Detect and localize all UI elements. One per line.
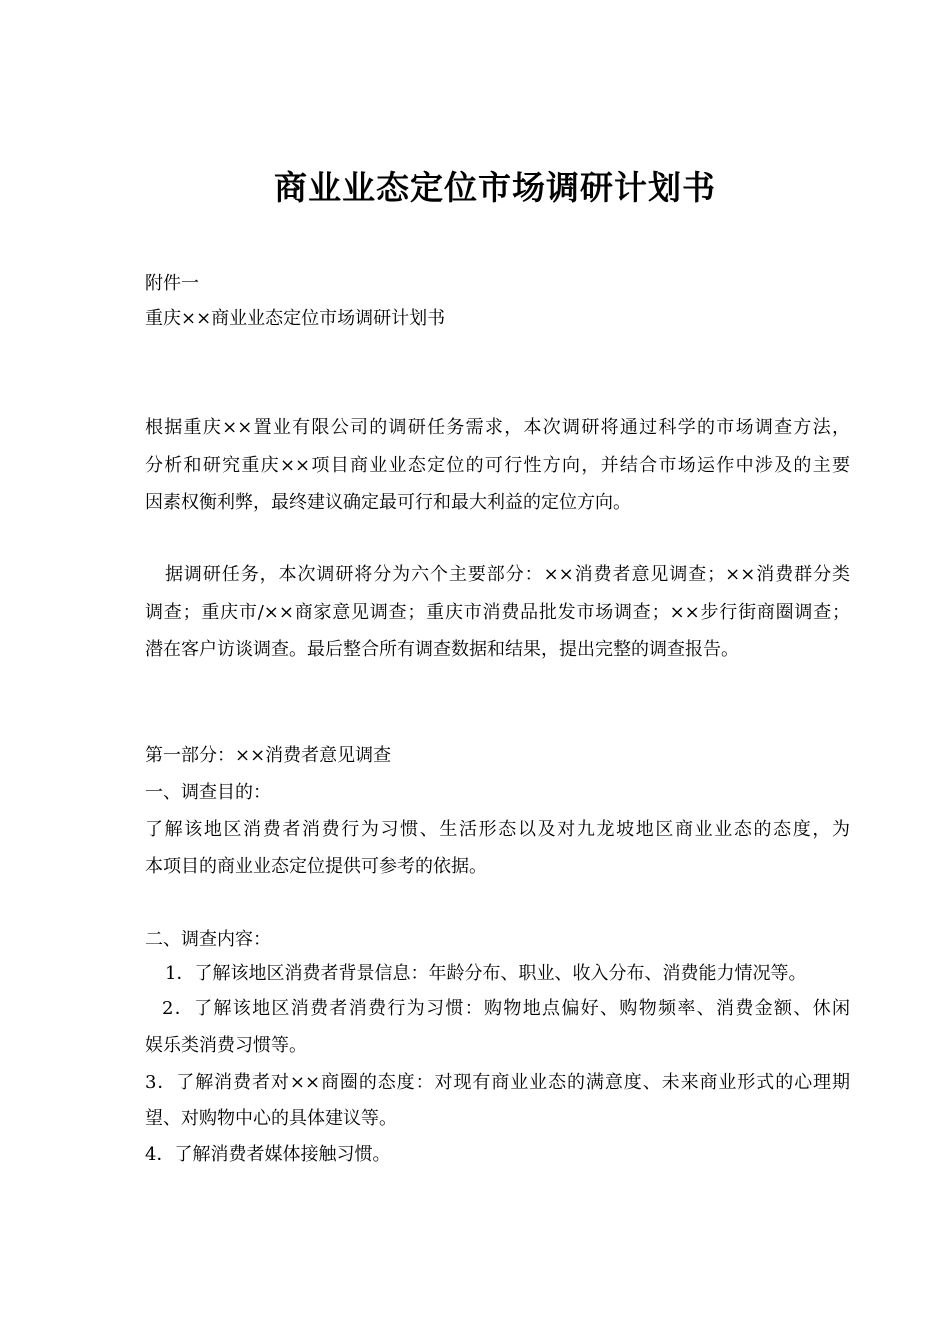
scope-line-3: 潜在客户访谈调查。最后整合所有调查数据和结果，提出完整的调查报告。 [145,639,739,660]
attachment-label: 附件一 [145,273,199,294]
content-item-2: 2．了解该地区消费者消费行为习惯：购物地点偏好、购物频率、消费金额、休闲 [162,998,850,1019]
purpose-heading: 一、调查目的： [145,782,271,803]
scope-line-2: 调查；重庆市/××商家意见调查；重庆市消费品批发市场调查；××步行街商圈调查； [145,602,850,623]
document-title: 商业业态定位市场调研计划书 [274,168,716,207]
part1-heading: 第一部分：××消费者意见调查 [145,745,392,766]
intro-line-3: 因素权衡利弊，最终建议确定最可行和最大利益的定位方向。 [145,492,631,513]
intro-line-1: 根据重庆××置业有限公司的调研任务需求，本次调研将通过科学的市场调查方法， [145,417,850,438]
intro-line-2: 分析和研究重庆××项目商业业态定位的可行性方向，并结合市场运作中涉及的主要 [145,455,850,476]
content-item-1: 1．了解该地区消费者背景信息：年龄分布、职业、收入分布、消费能力情况等。 [165,963,807,984]
purpose-line-1: 了解该地区消费者消费行为习惯、生活形态以及对九龙坡地区商业业态的态度，为 [145,819,850,840]
document-subtitle: 重庆××商业业态定位市场调研计划书 [145,308,446,329]
purpose-line-2: 本项目的商业业态定位提供可参考的依据。 [145,856,487,877]
content-item-3: 3．了解消费者对××商圈的态度：对现有商业业态的满意度、未来商业形式的心理期 [145,1072,850,1093]
content-item-4: 4．了解消费者媒体接触习惯。 [145,1144,391,1165]
content-heading: 二、调查内容： [145,929,271,950]
content-item-2-continued: 娱乐类消费习惯等。 [145,1035,307,1056]
content-item-3-continued: 望、对购物中心的具体建议等。 [145,1108,397,1129]
scope-line-1: 据调研任务，本次调研将分为六个主要部分：××消费者意见调查；××消费群分类 [165,564,850,585]
